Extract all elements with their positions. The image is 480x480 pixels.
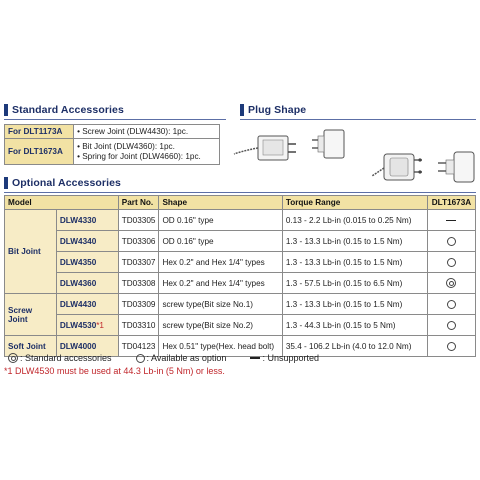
std-model-label: For DLT1173A	[5, 125, 74, 139]
part-no-cell: TD04123	[118, 336, 159, 357]
section-marker	[4, 104, 8, 116]
table-row	[5, 294, 476, 315]
part-no-cell: TD03308	[118, 273, 159, 294]
table-row	[5, 252, 476, 273]
divider	[4, 119, 226, 120]
col-header-torque-range: Torque Range	[282, 196, 427, 210]
col-header-dlt1673a: DLT1673A	[427, 196, 475, 210]
optional-circle-icon	[136, 354, 145, 363]
support-cell	[427, 231, 475, 252]
plug-image-1	[234, 136, 296, 160]
plug-image-3	[372, 154, 422, 180]
part-no-cell: TD03310	[118, 315, 159, 336]
part-no-cell: TD03305	[118, 210, 159, 231]
std-items	[74, 139, 220, 165]
torque-cell: 0.13 - 2.2 Lb-in (0.015 to 0.25 Nm)	[282, 210, 427, 231]
support-cell	[427, 273, 475, 294]
plug-image-2	[312, 130, 344, 158]
legend-optional-label: : Available as option	[146, 353, 227, 363]
divider	[240, 119, 476, 120]
optional-circle-icon	[447, 300, 456, 309]
optional-circle-icon	[447, 342, 456, 351]
table-row	[5, 315, 476, 336]
part-no-cell: TD03309	[118, 294, 159, 315]
group-label-screw-joint: Screw Joint	[5, 294, 57, 336]
std-item: • Bit Joint (DLW4360): 1pc.	[77, 141, 175, 151]
part-no-cell: TD03306	[118, 231, 159, 252]
optional-accessories-table	[4, 195, 476, 357]
section-marker	[4, 177, 8, 189]
model-footnote-ref: *1	[96, 320, 104, 330]
model-cell: DLW4360	[56, 273, 118, 294]
legend	[8, 353, 321, 363]
plug-image-4	[438, 152, 474, 182]
model-cell: DLW4000	[56, 336, 118, 357]
torque-cell: 1.3 - 13.3 Lb-in (0.15 to 1.5 Nm)	[282, 231, 427, 252]
std-item: • Screw Joint (DLW4430): 1pc.	[74, 125, 220, 139]
shape-cell: screw type(Bit size No.1)	[159, 294, 282, 315]
support-cell	[427, 315, 475, 336]
torque-cell: 1.3 - 44.3 Lb-in (0.15 to 5 Nm)	[282, 315, 427, 336]
torque-cell: 35.4 - 106.2 Lb-in (4.0 to 12.0 Nm)	[282, 336, 427, 357]
optional-circle-icon	[447, 258, 456, 267]
standard-double-circle-icon	[446, 278, 456, 288]
shape-cell: OD 0.16" type	[159, 231, 282, 252]
support-cell	[427, 336, 475, 357]
standard-accessories-title: Standard Accessories	[12, 104, 124, 116]
model-name: DLW4530	[59, 320, 97, 330]
shape-cell: Hex 0.2" and Hex 1/4" types	[159, 252, 282, 273]
standard-accessories-table	[4, 124, 220, 165]
col-header-shape: Shape	[159, 196, 282, 210]
table-row	[5, 231, 476, 252]
support-cell	[427, 294, 475, 315]
table-row	[5, 210, 476, 231]
legend-standard-label: : Standard accessories	[20, 353, 112, 363]
shape-cell: Hex 0.51" type(Hex. head bolt)	[159, 336, 282, 357]
plug-shape-header	[240, 103, 306, 117]
support-cell	[427, 210, 475, 231]
shape-cell: screw type(Bit size No.2)	[159, 315, 282, 336]
divider	[4, 192, 476, 193]
model-cell: DLW4430	[56, 294, 118, 315]
plug-shape-images	[232, 124, 478, 192]
col-header-part-no: Part No.	[118, 196, 159, 210]
shape-cell: Hex 0.2" and Hex 1/4" types	[159, 273, 282, 294]
group-label-soft-joint: Soft Joint	[5, 336, 57, 357]
section-marker	[240, 104, 244, 116]
optional-circle-icon	[447, 321, 456, 330]
footnote: *1 DLW4530 must be used at 44.3 Lb-in (5 Nm) or less.	[4, 366, 225, 376]
std-model-label: For DLT1673A	[5, 139, 74, 165]
shape-cell: OD 0.16" type	[159, 210, 282, 231]
support-cell	[427, 252, 475, 273]
part-no-cell: TD03307	[118, 252, 159, 273]
optional-accessories-title: Optional Accessories	[12, 177, 121, 189]
plug-shape-title: Plug Shape	[248, 104, 307, 116]
col-header-model: Model	[5, 196, 119, 210]
optional-circle-icon	[447, 237, 456, 246]
table-header-row	[5, 196, 476, 210]
table-row	[5, 273, 476, 294]
model-cell: DLW4340	[56, 231, 118, 252]
std-item: • Spring for Joint (DLW4660): 1pc.	[77, 151, 201, 161]
optional-accessories-header	[4, 176, 121, 190]
model-cell: DLW4350	[56, 252, 118, 273]
group-label-bit-joint: Bit Joint	[5, 210, 57, 294]
unsupported-icon	[250, 357, 260, 359]
torque-cell: 1.3 - 13.3 Lb-in (0.15 to 1.5 Nm)	[282, 252, 427, 273]
unsupported-icon	[446, 220, 456, 222]
torque-cell: 1.3 - 57.5 Lb-in (0.15 to 6.5 Nm)	[282, 273, 427, 294]
standard-accessories-header	[4, 103, 124, 117]
standard-double-circle-icon	[8, 353, 18, 363]
model-cell	[56, 315, 118, 336]
torque-cell: 1.3 - 13.3 Lb-in (0.15 to 1.5 Nm)	[282, 294, 427, 315]
model-cell: DLW4330	[56, 210, 118, 231]
legend-unsupported-label: : Unsupported	[262, 353, 319, 363]
